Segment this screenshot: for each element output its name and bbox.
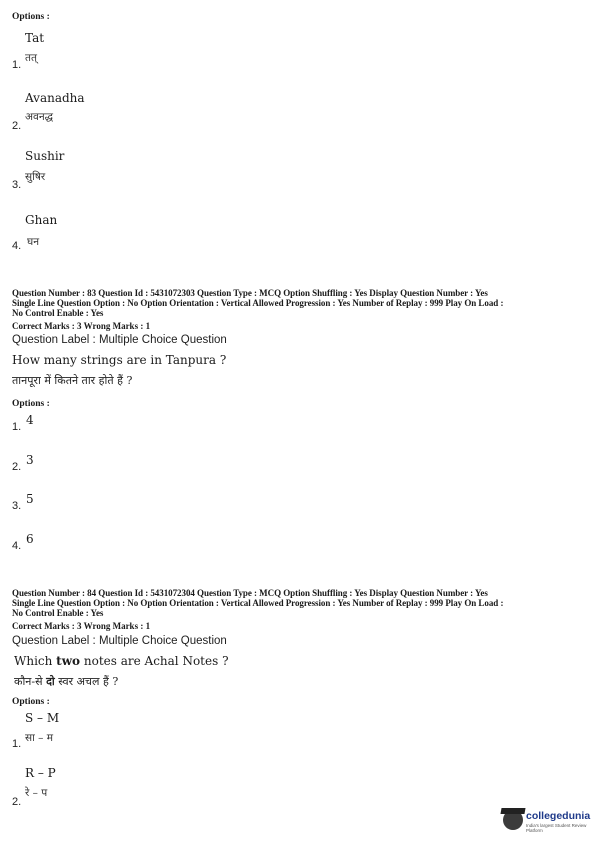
q83-meta-line-1: Question Number : 83 Question Id : 5431072303 Question Type : MCQ Option Shuffling : Yes Display Question Number : Yes [12,288,488,298]
graduation-cap-icon [500,808,525,814]
q84-question-english-post: notes are Achal Notes ? [80,654,229,668]
option-1-number: 1. [12,59,22,71]
q83-option-3-number: 3. [12,500,22,512]
q84-question-english [14,654,229,668]
q84-meta-line-1: Question Number : 84 Question Id : 5431072304 Question Type : MCQ Option Shuffling : Yes Display Question Number : Yes [12,588,488,598]
options-heading: Options : [12,12,50,22]
q84-option-1-number: 1. [12,738,22,750]
logo-tagline: India's largest Student Review Platform [526,823,587,833]
q84-option-2-number: 2. [12,796,22,808]
q84-question-hindi-bold: दो [46,675,55,688]
q84-option-2-hindi: रे – प [25,787,48,799]
option-1-english: Tat [25,31,45,45]
option-3-hindi: सुषिर [25,171,46,183]
option-3-english: Sushir [25,149,65,163]
q83-option-4-number: 4. [12,540,22,552]
q84-option-1-hindi: सा – म [25,732,54,744]
q83-option-3-value: 5 [26,492,34,506]
q84-question-label: Question Label : Multiple Choice Question [12,635,227,647]
q83-meta-line-2: Single Line Question Option : No Option Orientation : Vertical Allowed Progression : Yes Number of Replay : 999 Play On Load : [12,298,504,308]
option-4-hindi: घन [27,236,40,248]
option-2-english: Avanadha [25,91,85,105]
q83-option-2-number: 2. [12,461,22,473]
logo-name: collegedunia [526,810,591,822]
q83-question-hindi: तानपूरा में कितने तार होते हैं ? [12,374,133,387]
q83-option-2-value: 3 [26,453,34,467]
q84-marks: Correct Marks : 3 Wrong Marks : 1 [12,621,151,631]
option-4-number: 4. [12,240,22,252]
q84-question-hindi-post: स्वर अचल हैं ? [54,675,119,688]
option-4-english: Ghan [25,213,58,227]
option-2-hindi: अवनद्ध [25,111,54,123]
q84-meta-line-2: Single Line Question Option : No Option Orientation : Vertical Allowed Progression : Yes Number of Replay : 999 Play On Load : [12,598,504,608]
option-2-number: 2. [12,120,22,132]
q84-meta-line-3: No Control Enable : Yes [12,608,104,618]
q84-question-hindi [14,674,118,689]
option-1-hindi: तत् [25,52,37,64]
q83-option-4-value: 6 [26,532,34,546]
q84-option-2-english: R – P [25,766,56,780]
option-3-number: 3. [12,179,22,191]
q84-question-english-bold: two [56,654,81,668]
q84-question-english-pre: Which [14,654,57,668]
q83-marks: Correct Marks : 3 Wrong Marks : 1 [12,321,151,331]
q83-options-heading: Options : [12,399,50,409]
collegedunia-logo [503,808,589,832]
q84-question-hindi-pre: कौन-से [14,675,47,688]
q83-option-1-number: 1. [12,421,22,433]
q84-option-1-english: S – M [25,711,60,725]
q84-options-heading: Options : [12,697,50,707]
q83-meta-line-3: No Control Enable : Yes [12,308,104,318]
q83-question-label: Question Label : Multiple Choice Question [12,334,227,346]
q83-question-english: How many strings are in Tanpura ? [12,353,227,367]
q83-option-1-value: 4 [26,413,34,427]
